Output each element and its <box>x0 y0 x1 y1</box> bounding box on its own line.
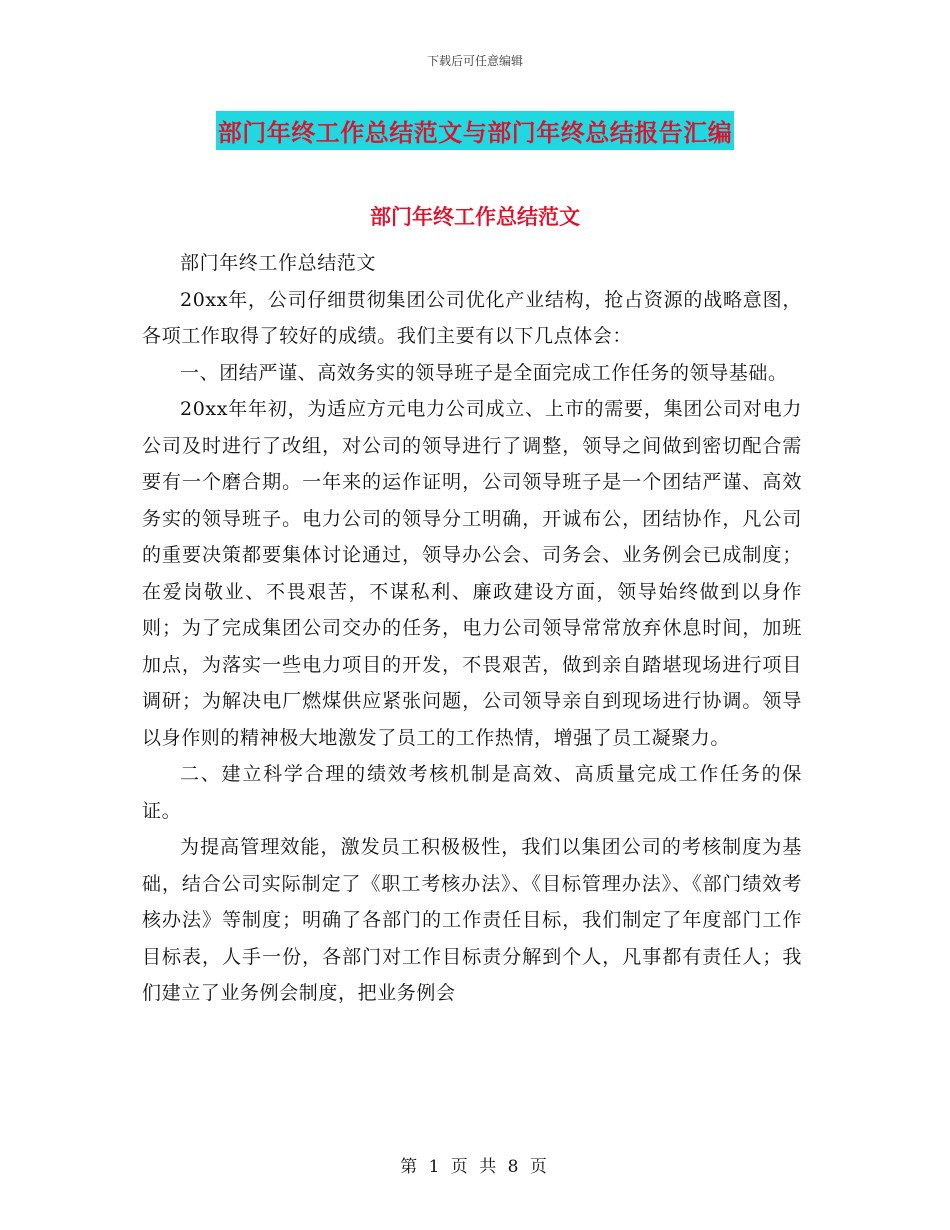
sub-title: 部门年终工作总结范文 <box>370 205 580 229</box>
paragraph: 为提高管理效能，激发员工积极极性，我们以集团公司的考核制度为基础，结合公司实际制定了《职工考核办法》、《目标管理办法》、《部门绩效考核办法》等制度；明确了各部门的工作责任目标，我们制定了年度部门工作目标表，人手一份，各部门对工作目标责分解到个人，凡事都有责任人；我们建立了业务例会制度，把业务例会 <box>142 836 802 1004</box>
paragraph: 二、建立科学合理的绩效考核机制是高效、高质量完成工作任务的保证。 <box>142 763 802 822</box>
paragraph: 20xx年年初，为适应方元电力公司成立、上市的需要，集团公司对电力公司及时进行了改组，对公司的领导进行了调整，领导之间做到密切配合需要有一个磨合期。一年来的运作证明，公司领导班子是一个团结严谨、高效务实的领导班子。电力公司的领导分工明确，开诚布公，团结协作，凡公司的重要决策都要集体讨论通过，领导办公会、司务会、业务例会已成制度；在爱岗敬业、不畏艰苦，不谋私利、廉政建设方面，领导始终做到以身作则；为了完成集团公司交办的任务，电力公司领导常常放弃休息时间，加班加点，为落实一些电力项目的开发，不畏艰苦，做到亲自踏堪现场进行项目调研；为解决电厂燃煤供应紧张问题，公司领导亲自到现场进行协调。领导以身作则的精神极大地激发了员工的工作热情，增强了员工凝聚力。 <box>142 398 802 749</box>
header-note: 下载后可任意编辑 <box>426 54 523 68</box>
body-text <box>142 245 802 1012</box>
paragraph: 一、团结严谨、高效务实的领导班子是全面完成工作任务的领导基础。 <box>180 361 788 384</box>
main-title: 部门年终工作总结范文与部门年终总结报告汇编 <box>216 111 735 150</box>
main-title-wrap <box>0 111 950 150</box>
page-footer: 第 1 页 共 8 页 <box>400 1157 550 1177</box>
paragraph: 部门年终工作总结范文 <box>180 252 377 274</box>
paragraph: 20xx年，公司仔细贯彻集团公司优化产业结构，抢占资源的战略意图，各项工作取得了较好的成绩。我们主要有以下几点体会： <box>142 288 802 347</box>
